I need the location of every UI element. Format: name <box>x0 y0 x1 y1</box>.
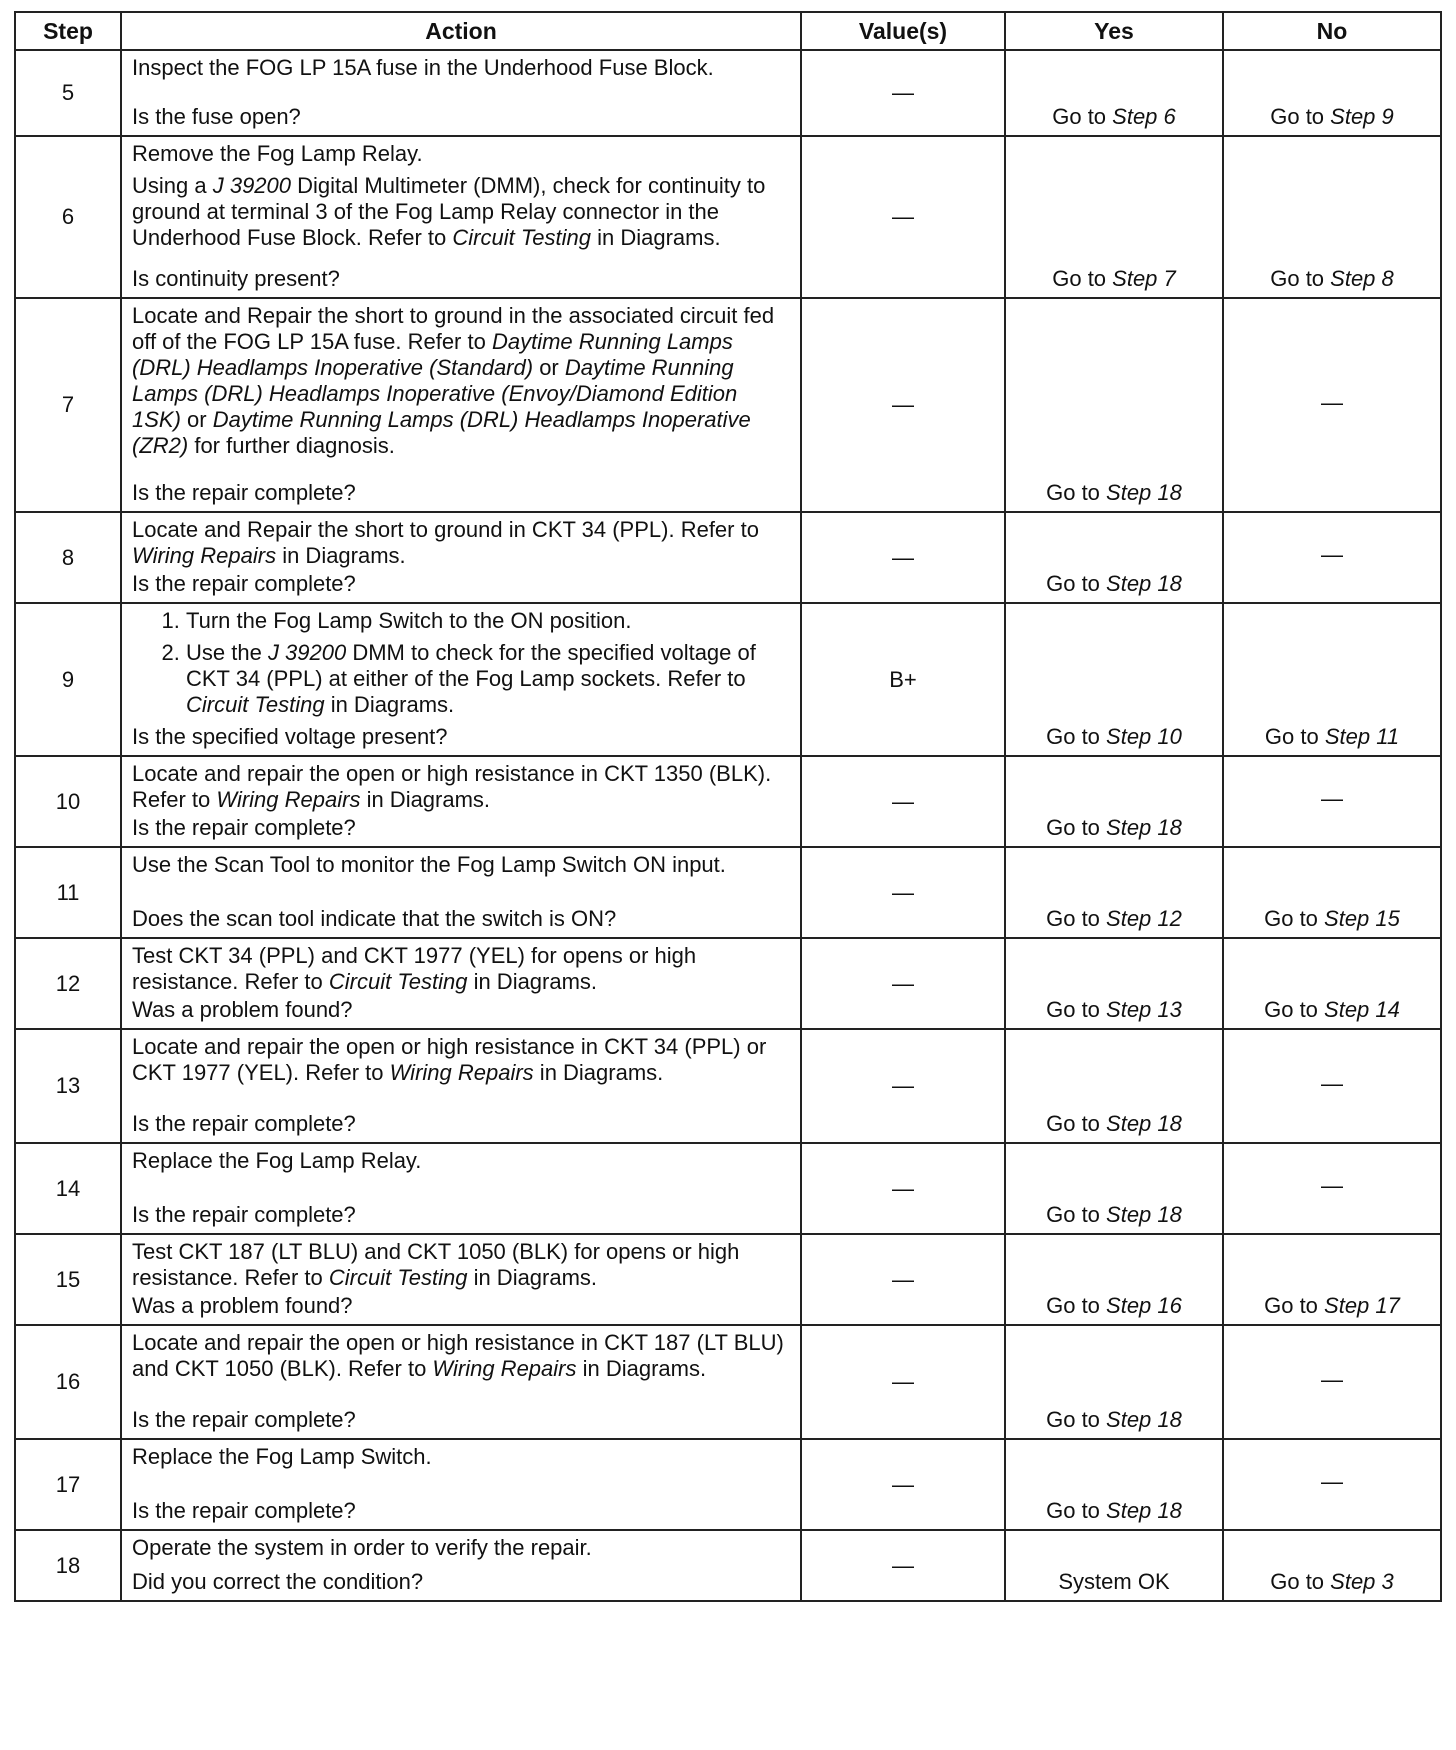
action-content <box>122 1440 800 1529</box>
yes-cell <box>1005 298 1223 512</box>
step-number: 5 <box>15 50 121 136</box>
action-text: for further diagnosis. <box>188 433 395 458</box>
table-row <box>15 298 1441 512</box>
action-content <box>122 1326 800 1438</box>
yes-goto-step: Step 12 <box>1106 906 1182 931</box>
action-question: Is the repair complete? <box>132 1407 356 1432</box>
reference-text: Daytime Running Lamps (DRL) Headlamps Inoperative (Envoy/Diamond Edition 1SK) <box>132 355 738 432</box>
action-text: Operate the system in order to verify the repair. <box>132 1535 592 1560</box>
action-cell <box>121 50 801 136</box>
yes-goto-step: Step 18 <box>1106 1111 1182 1136</box>
action-instructions <box>132 1535 790 1561</box>
value-cell: — <box>801 1439 1005 1530</box>
action-paragraph <box>132 141 790 167</box>
action-text: in Diagrams. <box>360 787 491 812</box>
action-instructions <box>132 141 790 251</box>
action-instructions <box>132 55 790 81</box>
action-text: Locate and repair the open or high resistance in CKT 34 (PPL) or CKT 1977 (YEL). Refer to <box>132 1034 767 1085</box>
no-cell <box>1223 847 1441 938</box>
yes-goto-prefix: Go to <box>1046 1407 1107 1432</box>
reference-text: Daytime Running Lamps (DRL) Headlamps Inoperative (ZR2) <box>132 407 751 458</box>
value-cell: — <box>801 136 1005 298</box>
yes-goto-step: Step 18 <box>1106 815 1182 840</box>
action-cell <box>121 1234 801 1325</box>
action-text: in Diagrams. <box>533 1060 664 1085</box>
action-question: Is the repair complete? <box>132 815 356 840</box>
action-text: in Diagrams. <box>467 1265 598 1290</box>
reference-text: Circuit Testing <box>186 692 325 717</box>
yes-result: System OK <box>1058 1569 1170 1594</box>
reference-text: J 39200 <box>267 640 347 665</box>
action-text: Test CKT 187 (LT BLU) and CKT 1050 (BLK) for opens or high resistance. Refer to <box>132 1239 740 1290</box>
action-question: Is continuity present? <box>132 266 340 291</box>
no-goto-step: Step 17 <box>1324 1293 1400 1318</box>
value-cell: — <box>801 1029 1005 1143</box>
action-instructions <box>132 1034 790 1086</box>
reference-text: Wiring Repairs <box>216 787 361 812</box>
action-content <box>122 137 800 297</box>
yes-goto-step: Step 13 <box>1106 997 1182 1022</box>
yes-goto-step: Step 18 <box>1106 1407 1182 1432</box>
action-paragraph <box>132 303 790 459</box>
value-cell: — <box>801 1325 1005 1439</box>
header-no: No <box>1223 12 1441 50</box>
value-cell: — <box>801 1143 1005 1234</box>
action-text: Replace the Fog Lamp Switch. <box>132 1444 432 1469</box>
action-list-item <box>186 608 790 634</box>
action-text: or <box>180 407 213 432</box>
action-content <box>122 1531 800 1600</box>
no-goto-step: Step 3 <box>1330 1569 1394 1594</box>
yes-goto-prefix: Go to <box>1046 1293 1107 1318</box>
action-text: DMM to check for the specified voltage of CKT 34 (PPL) at either of the Fog Lamp sockets. Refer to <box>186 640 756 691</box>
yes-cell <box>1005 603 1223 756</box>
table-row <box>15 847 1441 938</box>
action-text: in Diagrams. <box>576 1356 707 1381</box>
action-text: Using a <box>132 173 213 198</box>
action-text: Locate and Repair the short to ground in CKT 34 (PPL). Refer to <box>132 517 759 542</box>
action-cell <box>121 756 801 847</box>
action-content <box>122 51 800 135</box>
action-question: Does the scan tool indicate that the switch is ON? <box>132 906 617 931</box>
no-cell <box>1223 136 1441 298</box>
yes-cell <box>1005 512 1223 603</box>
yes-goto-step: Step 18 <box>1106 1498 1182 1523</box>
no-goto-prefix: Go to <box>1270 266 1331 291</box>
yes-goto-prefix: Go to <box>1046 1202 1107 1227</box>
reference-text: Circuit Testing <box>452 225 591 250</box>
step-number: 14 <box>15 1143 121 1234</box>
step-number: 16 <box>15 1325 121 1439</box>
yes-goto-prefix: Go to <box>1046 997 1107 1022</box>
no-goto-step: Step 14 <box>1324 997 1400 1022</box>
action-question: Is the repair complete? <box>132 1202 356 1227</box>
reference-text: Wiring Repairs <box>389 1060 534 1085</box>
action-instructions <box>132 303 790 459</box>
action-paragraph <box>132 852 790 878</box>
yes-goto-prefix: Go to <box>1046 906 1107 931</box>
no-cell <box>1223 1325 1441 1439</box>
no-cell <box>1223 1029 1441 1143</box>
action-cell <box>121 603 801 756</box>
value-cell: — <box>801 847 1005 938</box>
step-number: 11 <box>15 847 121 938</box>
yes-cell <box>1005 1234 1223 1325</box>
no-goto-step: Step 15 <box>1324 906 1400 931</box>
action-cell <box>121 938 801 1029</box>
value-cell: — <box>801 756 1005 847</box>
step-number: 17 <box>15 1439 121 1530</box>
yes-cell <box>1005 1325 1223 1439</box>
action-cell <box>121 1143 801 1234</box>
action-text: in Diagrams. <box>276 543 406 568</box>
no-goto-prefix: Go to <box>1264 906 1325 931</box>
yes-goto-prefix: Go to <box>1046 1498 1107 1523</box>
step-number: 10 <box>15 756 121 847</box>
action-cell <box>121 1325 801 1439</box>
action-paragraph <box>132 761 790 813</box>
table-row <box>15 1143 1441 1234</box>
action-paragraph <box>132 1330 790 1382</box>
yes-goto-prefix: Go to <box>1046 1111 1107 1136</box>
action-content <box>122 1235 800 1324</box>
action-paragraph <box>132 1444 790 1470</box>
action-text: Inspect the FOG LP 15A fuse in the Underhood Fuse Block. <box>132 55 714 80</box>
table-row <box>15 1234 1441 1325</box>
action-text: Use the Scan Tool to monitor the Fog Lamp Switch ON input. <box>132 852 726 877</box>
action-cell <box>121 1530 801 1601</box>
value-cell: — <box>801 298 1005 512</box>
table-row <box>15 603 1441 756</box>
action-instructions <box>132 517 790 569</box>
no-cell <box>1223 1234 1441 1325</box>
value-cell: — <box>801 938 1005 1029</box>
yes-cell <box>1005 847 1223 938</box>
action-content <box>122 513 800 602</box>
action-content <box>122 848 800 937</box>
action-list-item <box>186 640 790 718</box>
action-question: Is the repair complete? <box>132 1498 356 1523</box>
step-number: 8 <box>15 512 121 603</box>
action-question: Was a problem found? <box>132 997 353 1022</box>
table-row <box>15 1530 1441 1601</box>
step-number: 13 <box>15 1029 121 1143</box>
action-paragraph <box>132 1034 790 1086</box>
action-text: Turn the Fog Lamp Switch to the ON position. <box>186 608 632 633</box>
action-content <box>122 1144 800 1233</box>
yes-goto-step: Step 7 <box>1112 266 1176 291</box>
action-content <box>122 757 800 846</box>
no-dash: — <box>1321 1366 1343 1392</box>
no-cell <box>1223 756 1441 847</box>
action-instructions <box>132 1330 790 1382</box>
action-paragraph <box>132 943 790 995</box>
action-text: in Diagrams. <box>467 969 598 994</box>
action-paragraph <box>132 517 790 569</box>
action-instructions <box>132 1148 790 1174</box>
step-number: 18 <box>15 1530 121 1601</box>
action-text: Digital Multimeter (DMM), check for continuity to ground at terminal 3 of the Fog Lamp Relay connector in the Underhood Fuse Block. Refer to <box>132 173 766 250</box>
action-question: Is the fuse open? <box>132 104 301 129</box>
action-text: or <box>533 355 565 380</box>
yes-cell <box>1005 1029 1223 1143</box>
table-row <box>15 50 1441 136</box>
yes-goto-step: Step 16 <box>1106 1293 1182 1318</box>
value-cell: — <box>801 1530 1005 1601</box>
action-paragraph <box>132 1148 790 1174</box>
table-body <box>15 50 1441 1601</box>
yes-cell <box>1005 1439 1223 1530</box>
yes-cell <box>1005 938 1223 1029</box>
action-cell <box>121 1029 801 1143</box>
no-goto-step: Step 8 <box>1330 266 1394 291</box>
action-paragraph <box>132 55 790 81</box>
yes-goto-prefix: Go to <box>1046 724 1107 749</box>
reference-text: J 39200 <box>212 173 292 198</box>
action-instructions <box>132 943 790 995</box>
reference-text: Circuit Testing <box>328 1265 468 1290</box>
table-row <box>15 1325 1441 1439</box>
no-cell <box>1223 512 1441 603</box>
action-instructions <box>132 761 790 813</box>
table-row <box>15 1029 1441 1143</box>
value-cell: — <box>801 1234 1005 1325</box>
header-yes: Yes <box>1005 12 1223 50</box>
action-content <box>122 604 800 755</box>
header-row <box>15 12 1441 50</box>
action-content <box>122 1030 800 1142</box>
no-cell <box>1223 1143 1441 1234</box>
action-content <box>122 939 800 1028</box>
action-instructions <box>132 852 790 878</box>
step-number: 6 <box>15 136 121 298</box>
action-cell <box>121 298 801 512</box>
no-cell <box>1223 1439 1441 1530</box>
yes-cell <box>1005 136 1223 298</box>
action-text: Locate and Repair the short to ground in the associated circuit fed off of the FOG LP 15A fuse. Refer to <box>132 303 775 354</box>
action-content <box>122 299 800 511</box>
no-dash: — <box>1321 1070 1343 1096</box>
reference-text: Daytime Running Lamps (DRL) Headlamps Inoperative (Standard) <box>132 329 733 380</box>
no-cell <box>1223 298 1441 512</box>
value-cell: — <box>801 50 1005 136</box>
yes-cell <box>1005 756 1223 847</box>
action-text: Locate and repair the open or high resistance in CKT 187 (LT BLU) and CKT 1050 (BLK). Refer to <box>132 1330 784 1381</box>
value-cell: — <box>801 512 1005 603</box>
no-cell <box>1223 938 1441 1029</box>
yes-goto-step: Step 18 <box>1106 480 1182 505</box>
yes-goto-step: Step 6 <box>1112 104 1176 129</box>
yes-cell <box>1005 50 1223 136</box>
action-question: Is the repair complete? <box>132 571 356 596</box>
action-text: Test CKT 34 (PPL) and CKT 1977 (YEL) for opens or high resistance. Refer to <box>132 943 697 994</box>
action-paragraph <box>132 173 790 251</box>
action-text: Remove the Fog Lamp Relay. <box>132 141 423 166</box>
header-step: Step <box>15 12 121 50</box>
yes-goto-step: Step 18 <box>1106 571 1182 596</box>
yes-goto-prefix: Go to <box>1052 104 1113 129</box>
yes-goto-prefix: Go to <box>1046 480 1107 505</box>
no-dash: — <box>1321 389 1343 415</box>
table-row <box>15 136 1441 298</box>
header-values: Value(s) <box>801 12 1005 50</box>
reference-text: Wiring Repairs <box>132 543 277 568</box>
action-question: Is the repair complete? <box>132 1111 356 1136</box>
header-action: Action <box>121 12 801 50</box>
action-instructions <box>132 1444 790 1470</box>
yes-goto-prefix: Go to <box>1052 266 1113 291</box>
action-question: Was a problem found? <box>132 1293 353 1318</box>
action-question: Is the specified voltage present? <box>132 724 448 749</box>
action-paragraph <box>132 1239 790 1291</box>
no-goto-prefix: Go to <box>1264 724 1325 749</box>
no-goto-prefix: Go to <box>1264 997 1325 1022</box>
action-text: in Diagrams. <box>324 692 455 717</box>
action-text: in Diagrams. <box>590 225 721 250</box>
action-cell <box>121 512 801 603</box>
action-steps-list <box>132 608 790 718</box>
no-goto-prefix: Go to <box>1264 1293 1325 1318</box>
yes-cell <box>1005 1530 1223 1601</box>
no-goto-step: Step 9 <box>1330 104 1394 129</box>
yes-cell <box>1005 1143 1223 1234</box>
value-cell: B+ <box>801 603 1005 756</box>
step-number: 15 <box>15 1234 121 1325</box>
action-text: Locate and repair the open or high resistance in CKT 1350 (BLK). Refer to <box>132 761 772 812</box>
no-goto-step: Step 11 <box>1324 724 1400 749</box>
action-question: Is the repair complete? <box>132 480 356 505</box>
table-row <box>15 1439 1441 1530</box>
no-dash: — <box>1321 786 1343 811</box>
no-goto-prefix: Go to <box>1270 104 1331 129</box>
no-cell <box>1223 1530 1441 1601</box>
yes-goto-step: Step 18 <box>1106 1202 1182 1227</box>
step-number: 12 <box>15 938 121 1029</box>
action-cell <box>121 847 801 938</box>
no-dash: — <box>1321 1173 1343 1198</box>
action-text: Replace the Fog Lamp Relay. <box>132 1148 422 1173</box>
no-cell <box>1223 603 1441 756</box>
action-cell <box>121 136 801 298</box>
table-row <box>15 938 1441 1029</box>
reference-text: Wiring Repairs <box>432 1356 577 1381</box>
no-dash: — <box>1321 1469 1343 1494</box>
step-number: 9 <box>15 603 121 756</box>
table-row <box>15 756 1441 847</box>
table-row <box>15 512 1441 603</box>
action-cell <box>121 1439 801 1530</box>
diagnostic-table <box>14 11 1442 1602</box>
action-question: Did you correct the condition? <box>132 1569 424 1594</box>
reference-text: Circuit Testing <box>328 969 468 994</box>
action-text: Use the <box>186 640 268 665</box>
no-dash: — <box>1321 542 1343 567</box>
yes-goto-prefix: Go to <box>1046 815 1107 840</box>
action-instructions <box>132 608 790 724</box>
step-number: 7 <box>15 298 121 512</box>
no-goto-prefix: Go to <box>1270 1569 1331 1594</box>
no-cell <box>1223 50 1441 136</box>
action-paragraph <box>132 1535 790 1561</box>
yes-goto-prefix: Go to <box>1046 571 1107 596</box>
yes-goto-step: Step 10 <box>1106 724 1182 749</box>
action-instructions <box>132 1239 790 1291</box>
